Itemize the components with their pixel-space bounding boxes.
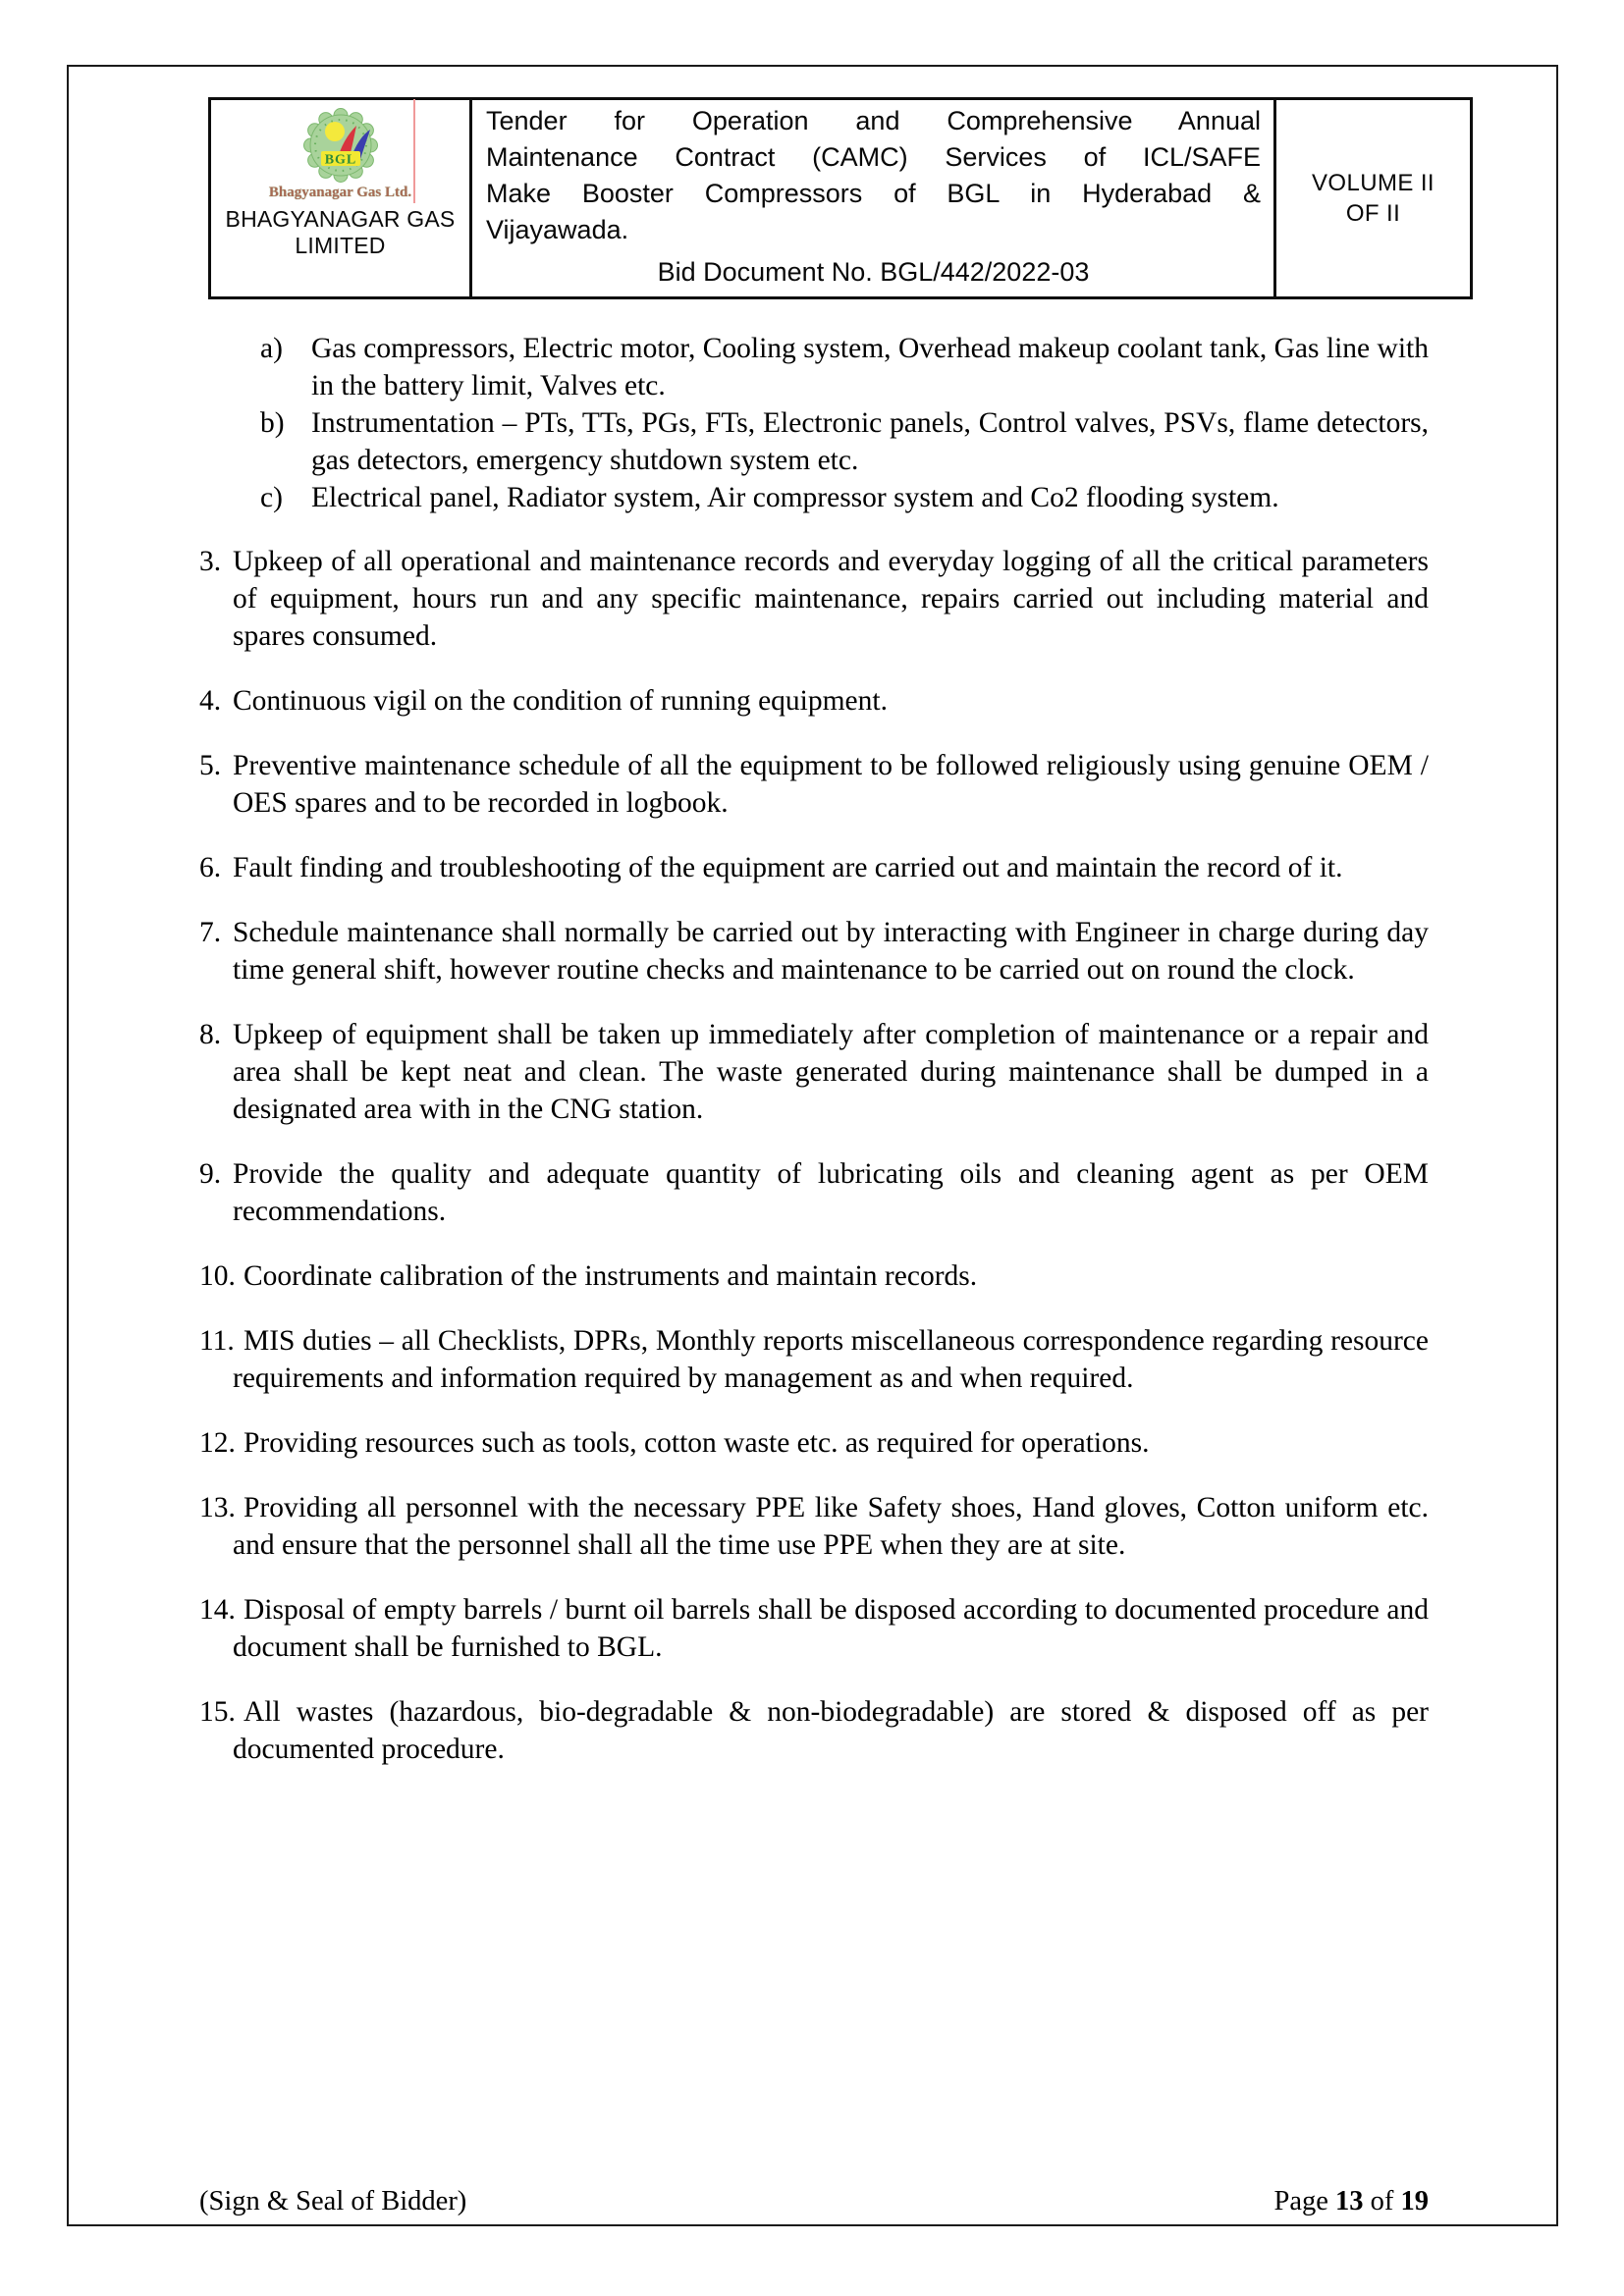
list-text: Provide the quality and adequate quantity of lubricating oils and cleaning agent as per OEM recommendations.	[233, 1158, 1429, 1227]
list-marker: 8.	[199, 1019, 222, 1050]
list-item-4	[199, 682, 1429, 720]
list-marker: a)	[260, 333, 283, 364]
logo-monogram: BGL	[324, 152, 356, 168]
list-item-11	[199, 1322, 1429, 1397]
list-item-b	[260, 404, 1429, 479]
page-prefix: Page	[1273, 2186, 1328, 2216]
list-text: Coordinate calibration of the instruments and maintain records.	[244, 1260, 978, 1292]
list-text: Gas compressors, Electric motor, Cooling system, Overhead makeup coolant tank, Gas line with in the battery limit, Valves etc.	[311, 333, 1429, 401]
list-marker: 11.	[199, 1325, 235, 1357]
sign-seal-label: (Sign & Seal of Bidder)	[199, 2186, 467, 2216]
sub-item-list	[260, 330, 1429, 516]
list-marker: 15.	[199, 1696, 236, 1728]
list-marker: 5.	[199, 750, 222, 781]
page-total: 19	[1400, 2186, 1429, 2216]
list-item-10	[199, 1257, 1429, 1295]
list-item-a	[260, 330, 1429, 404]
list-item-8	[199, 1016, 1429, 1128]
list-marker: 3.	[199, 546, 222, 577]
brand-small-text: Bhagyanagar Gas Ltd.	[268, 185, 412, 200]
list-item-15	[199, 1693, 1429, 1768]
title-line: Make Booster Compressors of BGL in Hyderabad &	[486, 179, 1261, 208]
volume-line1: VOLUME II	[1312, 170, 1435, 196]
company-name-line2: LIMITED	[295, 232, 386, 258]
bid-document-no: Bid Document No. BGL/442/2022-03	[657, 257, 1090, 287]
tender-title-cell	[472, 100, 1276, 296]
list-text: Continuous vigil on the condition of running equipment.	[233, 685, 888, 717]
list-item-7	[199, 914, 1429, 988]
list-text: Preventive maintenance schedule of all the equipment to be followed religiously using genuine OEM / OES spares and to be recorded in logbook.	[233, 750, 1429, 819]
list-text: Electrical panel, Radiator system, Air compressor system and Co2 flooding system.	[311, 482, 1279, 513]
list-item-9	[199, 1155, 1429, 1230]
list-item-6	[199, 849, 1429, 886]
list-marker: 7.	[199, 917, 222, 948]
list-marker: 13.	[199, 1492, 236, 1523]
list-item-5	[199, 747, 1429, 822]
list-marker: b)	[260, 407, 285, 439]
page-current: 13	[1335, 2186, 1364, 2216]
list-marker: 12.	[199, 1427, 236, 1459]
list-text: Fault finding and troubleshooting of the equipment are carried out and maintain the record of it.	[233, 852, 1343, 883]
list-marker: 9.	[199, 1158, 222, 1190]
list-text: Providing all personnel with the necessary PPE like Safety shoes, Hand gloves, Cotton uniform etc. and ensure that the personnel shall all the time use PPE when they are at site.	[233, 1492, 1429, 1561]
list-text: Upkeep of all operational and maintenance records and everyday logging of all the critical parameters of equipment, hours run and any specific maintenance, repairs carried out including material and spares consumed.	[233, 546, 1429, 652]
sun-icon	[325, 122, 345, 141]
list-text: Upkeep of equipment shall be taken up immediately after completion of maintenance or a repair and area shall be kept neat and clean. The waste generated during maintenance shall be dumped in a designated area with in the CNG station.	[233, 1019, 1429, 1125]
list-item-12	[199, 1424, 1429, 1462]
list-item-3	[199, 543, 1429, 655]
list-text: Providing resources such as tools, cotton waste etc. as required for operations.	[244, 1427, 1150, 1459]
title-line: Vijayawada.	[486, 215, 629, 244]
list-text: MIS duties – all Checklists, DPRs, Monthly reports miscellaneous correspondence regarding resource requirements and information required by management as and when required.	[233, 1325, 1429, 1394]
bgl-logo-icon	[299, 106, 382, 185]
list-text: Disposal of empty barrels / burnt oil barrels shall be disposed according to documented procedure and document shall be furnished to BGL.	[233, 1594, 1429, 1663]
list-marker: 6.	[199, 852, 222, 883]
footer	[199, 2185, 1429, 2218]
title-line: Maintenance Contract (CAMC) Services of ICL/SAFE	[486, 142, 1261, 172]
company-name	[226, 206, 456, 258]
header-table	[208, 97, 1473, 299]
list-item-c	[260, 479, 1429, 516]
list-text: Instrumentation – PTs, TTs, PGs, FTs, Electronic panels, Control valves, PSVs, flame detectors, gas detectors, emergency shutdown system etc.	[311, 407, 1429, 476]
list-item-13	[199, 1489, 1429, 1564]
red-line-mark	[413, 99, 415, 203]
title-line: Tender for Operation and Comprehensive Annual	[486, 106, 1261, 135]
company-logo-cell	[211, 100, 472, 296]
list-marker: 10.	[199, 1260, 236, 1292]
list-marker: c)	[260, 482, 283, 513]
page-separator: of	[1370, 2186, 1394, 2216]
body-content	[199, 330, 1429, 1795]
list-marker: 4.	[199, 685, 222, 717]
company-name-line1: BHAGYANAGAR GAS	[225, 206, 456, 232]
list-text: All wastes (hazardous, bio-degradable & non-biodegradable) are stored & disposed off as per documented procedure.	[233, 1696, 1429, 1765]
volume-line2: OF II	[1345, 200, 1401, 227]
page-number	[1273, 2185, 1429, 2218]
list-item-14	[199, 1591, 1429, 1666]
list-marker: 14.	[199, 1594, 236, 1626]
list-text: Schedule maintenance shall normally be carried out by interacting with Engineer in charge during day time general shift, however routine checks and maintenance to be carried out on round the clock.	[233, 917, 1429, 986]
volume-label	[1276, 100, 1470, 296]
